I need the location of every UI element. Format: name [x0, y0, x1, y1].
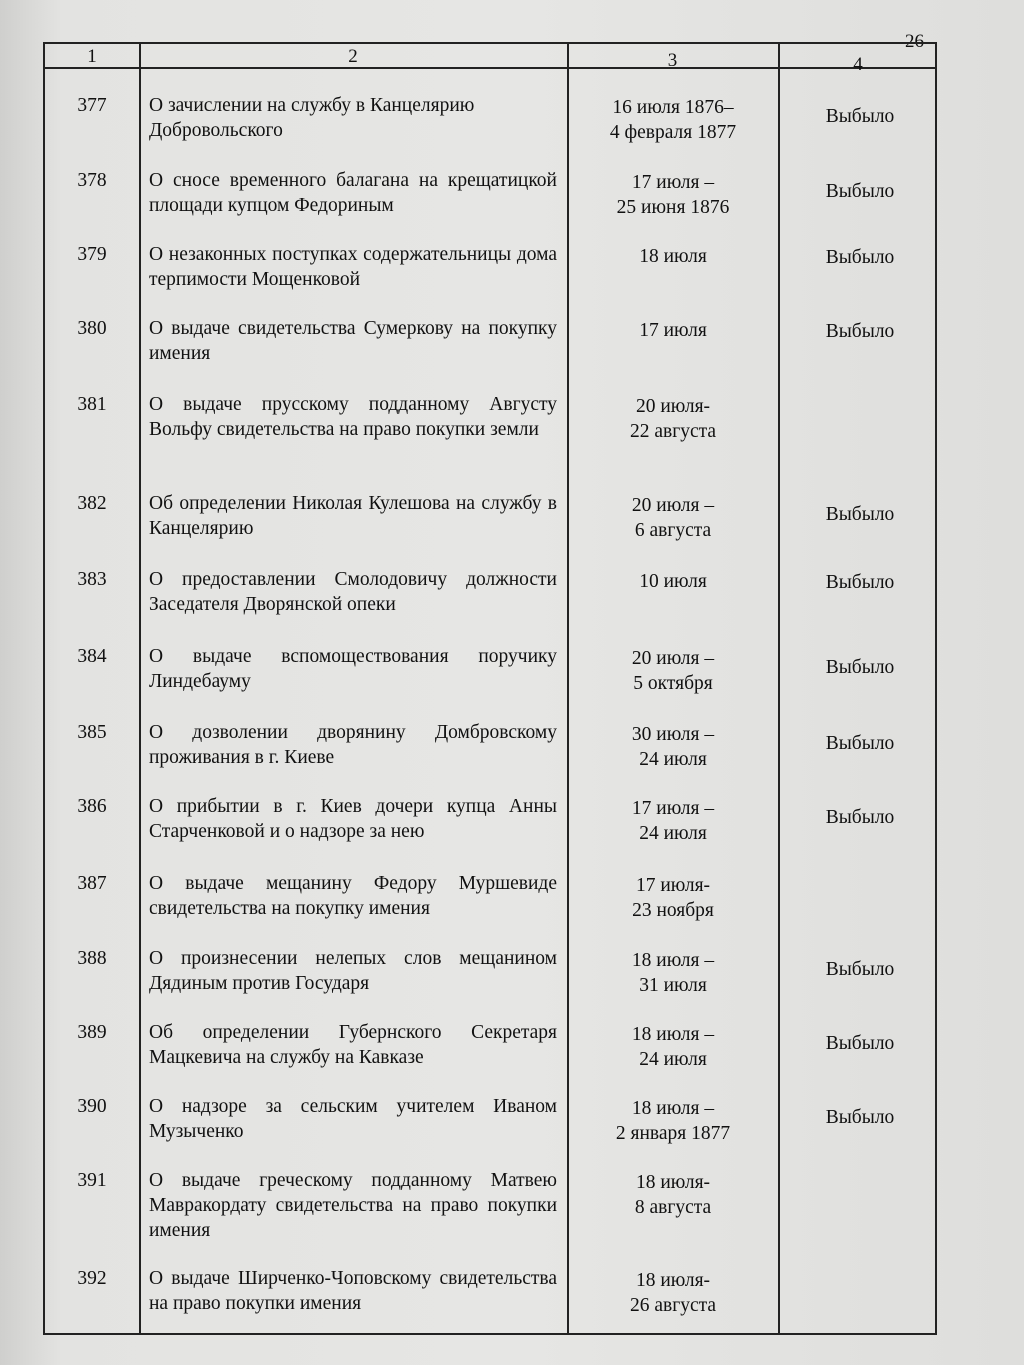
- row-status: Выбыло: [825, 106, 895, 127]
- column-divider: [567, 44, 569, 1333]
- row-status: Выбыло: [825, 572, 895, 593]
- row-title-line: О произнесении нелепых слов мещанином Дядиным против Государя: [149, 948, 557, 994]
- row-dates: [572, 873, 774, 923]
- row-number: 386: [77, 796, 107, 817]
- row-number: 392: [77, 1268, 107, 1289]
- row-date-line: 17 июля –: [631, 798, 715, 819]
- row-date-line: 17 июля-: [635, 875, 711, 896]
- row-date-line: 18 июля-: [635, 1172, 711, 1193]
- row-status: Выбыло: [825, 181, 895, 202]
- row-dates: [572, 318, 774, 343]
- row-date-line: 10 июля: [639, 571, 707, 592]
- row-title: [149, 720, 557, 770]
- row-date-line: 18 июля-: [635, 1270, 711, 1291]
- row-title: [149, 871, 557, 921]
- row-number: 379: [77, 244, 107, 265]
- row-title-line: О выдаче Ширченко-Чоповскому свидетельства на право покупки имения: [149, 1268, 557, 1314]
- row-title-line: О выдаче свидетельства Сумеркову на покупку имения: [149, 318, 557, 364]
- row-title-line: Добровольского: [149, 120, 283, 141]
- row-status: Выбыло: [825, 504, 895, 525]
- row-dates: [572, 244, 774, 269]
- row-date-line: 23 ноября: [632, 900, 714, 921]
- row-status: Выбыло: [825, 733, 895, 754]
- row-number: 381: [77, 394, 107, 415]
- row-date-line: 6 августа: [634, 520, 712, 541]
- header-col-4: 4: [853, 54, 863, 75]
- row-title-line: О выдаче прусскому подданному Августу Вольфу свидетельства на право покупки земли: [149, 394, 557, 440]
- header-col-3: 3: [667, 50, 678, 71]
- row-date-line: 20 июля –: [631, 648, 715, 669]
- row-title-line: Об определении Николая Кулешова на службу в Канцелярию: [149, 493, 557, 539]
- row-date-line: 18 июля –: [631, 1098, 715, 1119]
- row-title-line: О дозволении дворянину Домбровскому проживания в г. Киеве: [149, 722, 557, 768]
- row-date-line: 4 февраля 1877: [609, 122, 737, 143]
- row-dates: [572, 796, 774, 846]
- row-dates: [572, 948, 774, 998]
- row-number: 388: [77, 948, 107, 969]
- row-title-line: Об определении Губернского Секретаря Мацкевича на службу на Кавказе: [149, 1022, 557, 1068]
- row-title: [149, 168, 557, 218]
- row-title: [149, 794, 557, 844]
- row-date-line: 26 августа: [629, 1295, 717, 1316]
- row-date-line: 22 августа: [629, 421, 717, 442]
- header-col-1: 1: [87, 46, 97, 67]
- row-status: Выбыло: [825, 247, 895, 268]
- row-date-line: 18 июля –: [631, 1024, 715, 1045]
- row-title-line: О зачислении на службу в Канцелярию: [149, 95, 475, 116]
- row-title-line: О предоставлении Смолодовичу должности Заседателя Дворянской опеки: [149, 569, 557, 615]
- row-title-line: О незаконных поступках содержательницы дома терпимости Мощенковой: [149, 244, 557, 290]
- row-title: [149, 392, 557, 442]
- row-title-line: О выдаче греческому подданному Матвею Мавракордату свидетельства на право покупки имения: [149, 1170, 557, 1241]
- row-status: Выбыло: [825, 807, 895, 828]
- row-date-line: 24 июля: [639, 823, 707, 844]
- row-date-line: 31 июля: [639, 975, 707, 996]
- column-divider: [139, 44, 141, 1333]
- row-status: Выбыло: [825, 1033, 895, 1054]
- row-title-line: О выдаче вспомоществования поручику Линдебауму: [149, 646, 557, 692]
- row-title: [149, 491, 557, 541]
- row-date-line: 8 августа: [634, 1197, 712, 1218]
- row-status: Выбыло: [825, 657, 895, 678]
- row-number: 391: [77, 1170, 107, 1191]
- row-date-line: 20 июля –: [631, 495, 715, 516]
- row-title: [149, 1168, 557, 1243]
- row-title: [149, 644, 557, 694]
- row-dates: [572, 493, 774, 543]
- row-date-line: 17 июля –: [631, 172, 715, 193]
- row-dates: [572, 569, 774, 594]
- row-status: Выбыло: [825, 321, 895, 342]
- row-date-line: 5 октября: [633, 673, 713, 694]
- row-number: 383: [77, 569, 107, 590]
- row-number: 377: [77, 95, 107, 116]
- row-title-line: О прибытии в г. Киев дочери купца Анны Старченковой и о надзоре за нею: [149, 796, 557, 842]
- row-title-line: О сносе временного балагана на крещатицкой площади купцом Федориным: [149, 170, 557, 216]
- row-number: 389: [77, 1022, 107, 1043]
- row-title: [149, 567, 557, 617]
- row-number: 390: [77, 1096, 107, 1117]
- row-date-line: 20 июля-: [635, 396, 711, 417]
- row-date-line: 24 июля: [639, 749, 707, 770]
- header-col-2: 2: [348, 46, 358, 67]
- row-title: [149, 1094, 557, 1144]
- row-number: 378: [77, 170, 107, 191]
- row-dates: [572, 646, 774, 696]
- row-date-line: 25 июня 1876: [616, 197, 730, 218]
- row-title: [149, 242, 557, 292]
- row-number: 384: [77, 646, 107, 667]
- row-dates: [572, 95, 774, 145]
- row-dates: [572, 170, 774, 220]
- row-dates: [572, 1096, 774, 1146]
- row-number: 385: [77, 722, 107, 743]
- column-divider: [778, 44, 780, 1333]
- row-title: [149, 93, 557, 143]
- row-title: [149, 946, 557, 996]
- row-title: [149, 1020, 557, 1070]
- row-dates: [572, 1268, 774, 1318]
- row-title: [149, 1266, 557, 1316]
- row-status: Выбыло: [825, 1107, 895, 1128]
- row-date-line: 2 января 1877: [615, 1123, 731, 1144]
- row-date-line: 16 июля 1876–: [612, 97, 734, 118]
- row-date-line: 24 июля: [639, 1049, 707, 1070]
- row-date-line: 18 июля –: [631, 950, 715, 971]
- row-title-line: О надзоре за сельским учителем Иваном Музыченко: [149, 1096, 557, 1142]
- row-dates: [572, 1170, 774, 1220]
- row-number: 380: [77, 318, 107, 339]
- row-date-line: 17 июля: [639, 320, 707, 341]
- row-title: [149, 316, 557, 366]
- row-dates: [572, 1022, 774, 1072]
- row-number: 387: [77, 873, 107, 894]
- archive-table: [43, 42, 937, 1335]
- row-dates: [572, 722, 774, 772]
- row-date-line: 18 июля: [639, 246, 707, 267]
- row-dates: [572, 394, 774, 444]
- page-number: 26: [905, 31, 924, 52]
- row-status: Выбыло: [825, 959, 895, 980]
- row-title-line: О выдаче мещанину Федору Муршевиде свидетельства на покупку имения: [149, 873, 557, 919]
- row-number: 382: [77, 493, 107, 514]
- row-date-line: 30 июля –: [631, 724, 715, 745]
